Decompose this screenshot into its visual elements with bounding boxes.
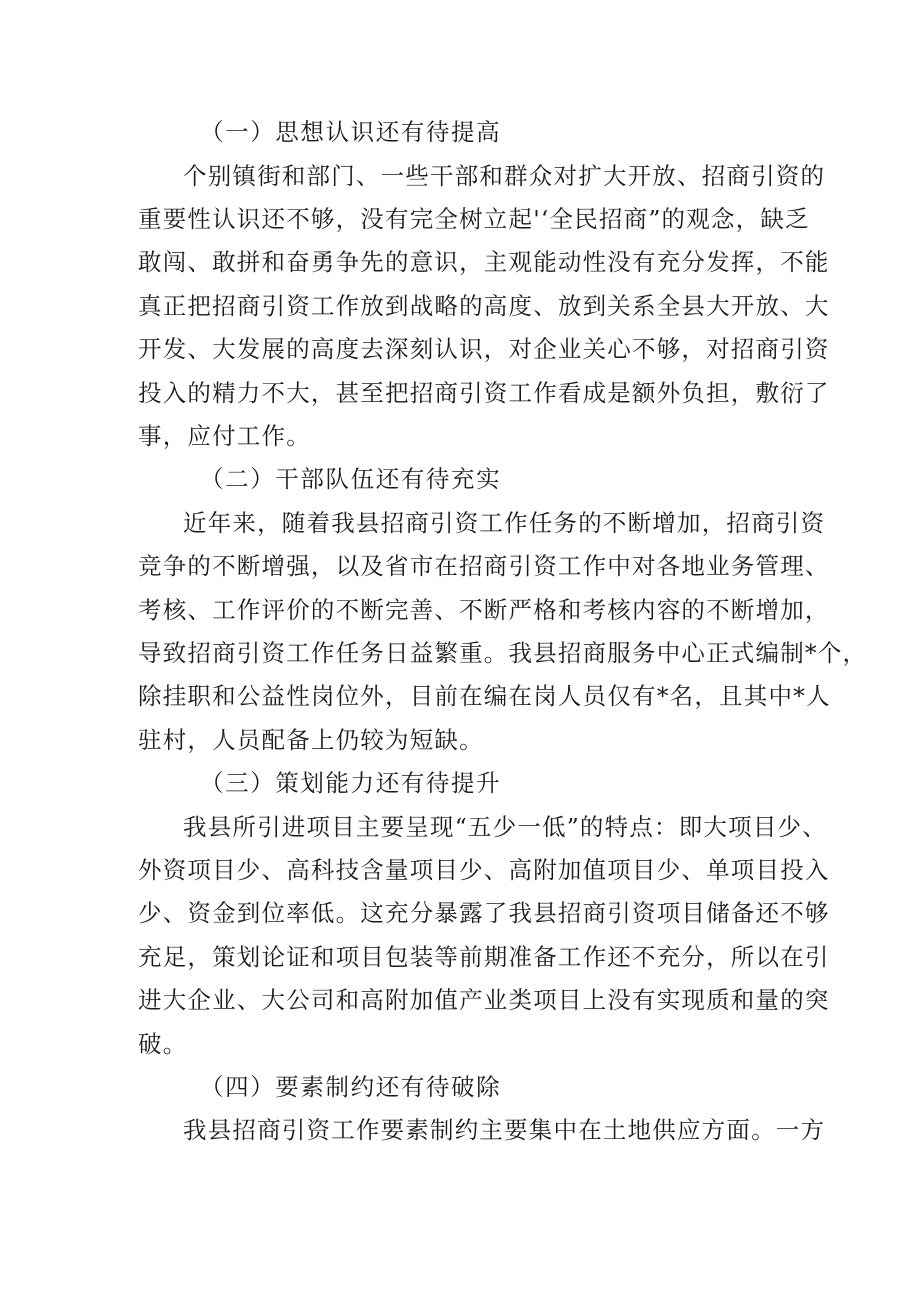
paragraph-line: 考核、工作评价的不断完善、不断严格和考核内容的不断增加， <box>138 596 830 624</box>
paragraph-line: 事，应付工作。 <box>138 422 311 450</box>
paragraph-line: 投入的精力不大，甚至把招商引资工作看成是额外负担，敷衍了 <box>138 379 830 407</box>
paragraph-line: 真正把招商引资工作放到战略的高度、放到关系全县大开放、大 <box>138 292 830 320</box>
paragraph-line: 敢闯、敢拼和奋勇争先的意识，主观能动性没有充分发挥，不能 <box>138 248 830 276</box>
section-heading-4: （四）要素制约还有待破除 <box>200 1073 502 1101</box>
paragraph-line: 驻村，人员配备上仍较为短缺。 <box>138 726 484 754</box>
paragraph-line: 破。 <box>138 1030 188 1058</box>
paragraph-line: 导致招商引资工作任务日益繁重。我县招商服务中心正式编制*个， <box>138 639 868 667</box>
paragraph-line: 除挂职和公益性岗位外，目前在编在岗人员仅有*名，且其中*人 <box>138 682 831 710</box>
section-heading-2: （二）干部队伍还有待充实 <box>200 465 502 493</box>
paragraph-line: 开发、大发展的高度去深刻认识，对企业关心不够，对招商引资 <box>138 335 830 363</box>
paragraph-line: 我县所引进项目主要呈现“五少一低”的特点：即大项目少、 <box>183 813 827 841</box>
paragraph-line: 近年来，随着我县招商引资工作任务的不断增加，招商引资 <box>183 509 826 537</box>
section-heading-3: （三）策划能力还有待提升 <box>200 769 502 797</box>
paragraph-line: 我县招商引资工作要素制约主要集中在土地供应方面。一方 <box>183 1116 826 1144</box>
paragraph-line: 重要性认识还不够，没有完全树立起'‘全民招商”的观念，缺乏 <box>138 205 810 233</box>
paragraph-line: 外资项目少、高科技含量项目少、高附加值项目少、单项目投入 <box>138 856 830 884</box>
paragraph-line: 竞争的不断增强，以及省市在招商引资工作中对各地业务管理、 <box>138 552 830 580</box>
section-heading-1: （一）思想认识还有待提高 <box>200 118 502 146</box>
paragraph-line: 充足，策划论证和项目包装等前期准备工作还不充分，所以在引 <box>138 943 830 971</box>
paragraph-line: 个别镇街和部门、一些干部和群众对扩大开放、招商引资的 <box>183 162 826 190</box>
paragraph-line: 进大企业、大公司和高附加值产业类项目上没有实现质和量的突 <box>138 986 830 1014</box>
paragraph-line: 少、资金到位率低。这充分暴露了我县招商引资项目储备还不够 <box>138 899 830 927</box>
